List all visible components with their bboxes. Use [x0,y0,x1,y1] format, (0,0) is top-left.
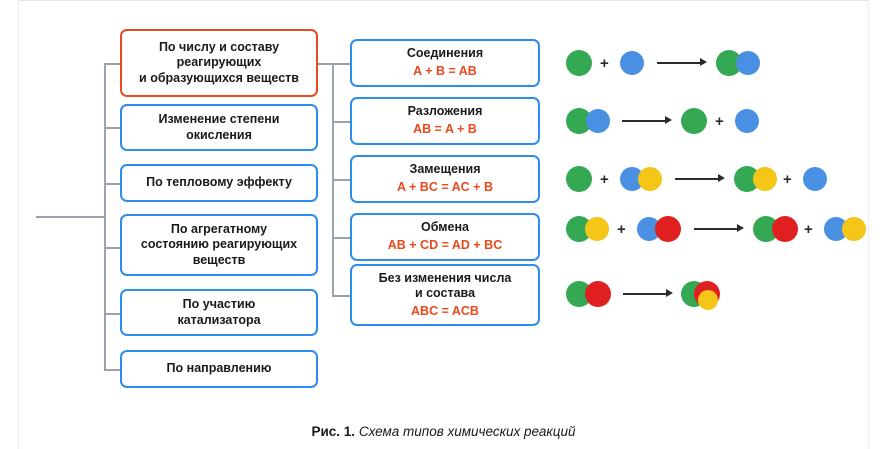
reaction-type-equation: A + B = AB [413,64,477,78]
plus-sign: + [600,171,609,188]
molecule-circle-blue [620,51,644,75]
connector-branch-5 [104,313,120,315]
node-line: По агрегатному [170,221,268,236]
connector-type-5 [332,295,350,297]
connector-root-vertical [104,63,106,369]
node-line: катализатора [177,312,261,327]
page-left-edge [18,0,19,449]
node-line: По направлению [166,361,272,376]
connector-type-1 [332,63,350,65]
node-line: окисления [186,127,252,142]
plus-sign: + [804,221,813,238]
reaction-type-equation: ABC = ACB [411,303,479,318]
classification-node-by-thermal-effect[interactable] [120,164,318,202]
molecule-circle-green [566,50,592,76]
reaction-type-equation: A + BC = AC + B [397,180,493,194]
figure-caption-text: Схема типов химических реакций [358,424,576,439]
reaction-arrow [657,56,707,70]
connector-branch-1 [104,63,120,65]
plus-sign: + [715,113,724,130]
node-line: веществ [192,252,246,267]
page-right-edge [868,0,869,449]
reaction-type-title: Замещения [409,162,481,177]
reaction-arrow [694,222,744,236]
reaction-arrow [623,287,673,301]
node-line: По числу и составу [158,39,280,54]
reaction-arrow [622,114,672,128]
molecule-circle-yellow [698,290,718,310]
connector-root-horizontal [36,216,104,218]
connector-type-4 [332,237,350,239]
node-line: Изменение степени [158,111,280,126]
molecule-circle-blue [736,51,760,75]
reaction-type-equation: AB = A + B [413,122,477,136]
reaction-type-title: и состава [414,286,476,301]
connector-branch-2 [104,127,120,129]
molecule-circle-yellow [585,217,609,241]
classification-node-by-number-composition[interactable] [120,29,318,97]
molecule-circle-red [772,216,798,242]
molecule-circle-red [655,216,681,242]
figure-caption [0,424,887,439]
reaction-type-title: Разложения [407,104,483,119]
molecule-circle-blue [586,109,610,133]
reaction-type-equation: AB + CD = AD + BC [387,238,503,252]
figure-caption-number: Рис. 1. [311,424,356,439]
molecule-circle-green [681,108,707,134]
molecule-circle-yellow [753,167,777,191]
node-line: реагирующих [176,55,262,70]
classification-node-by-aggregate-state[interactable] [120,214,318,276]
connector-branch-4 [104,247,120,249]
molecule-circle-yellow [842,217,866,241]
connector-branch-6 [104,369,120,371]
classification-node-by-oxidation-state[interactable] [120,104,318,151]
reaction-arrow [675,172,725,186]
molecule-circle-yellow [638,167,662,191]
reaction-type-title: Без изменения числа [378,270,512,285]
reaction-type-substitution[interactable] [350,155,540,203]
molecule-circle-blue [735,109,759,133]
plus-sign: + [617,221,626,238]
reaction-type-decomposition[interactable] [350,97,540,145]
reaction-type-title: Обмена [421,220,469,235]
node-line: По участию [182,296,256,311]
molecule-circle-green [566,166,592,192]
classification-node-by-catalyst[interactable] [120,289,318,336]
reaction-type-isomerization[interactable] [350,264,540,326]
molecule-circle-red [585,281,611,307]
reaction-type-combination[interactable] [350,39,540,87]
plus-sign: + [783,171,792,188]
molecule-circle-blue [803,167,827,191]
connector-type-3 [332,179,350,181]
node-line: По тепловому эффекту [146,175,292,190]
page-top-divider [18,0,869,1]
reaction-type-exchange[interactable] [350,213,540,261]
plus-sign: + [600,55,609,72]
connector-branch-3 [104,183,120,185]
classification-node-by-direction[interactable] [120,350,318,388]
reaction-type-title: Соединения [406,46,484,61]
connector-type-2 [332,121,350,123]
node-line: и образующихся веществ [139,70,299,85]
node-line: состоянию реагирующих [140,237,298,252]
